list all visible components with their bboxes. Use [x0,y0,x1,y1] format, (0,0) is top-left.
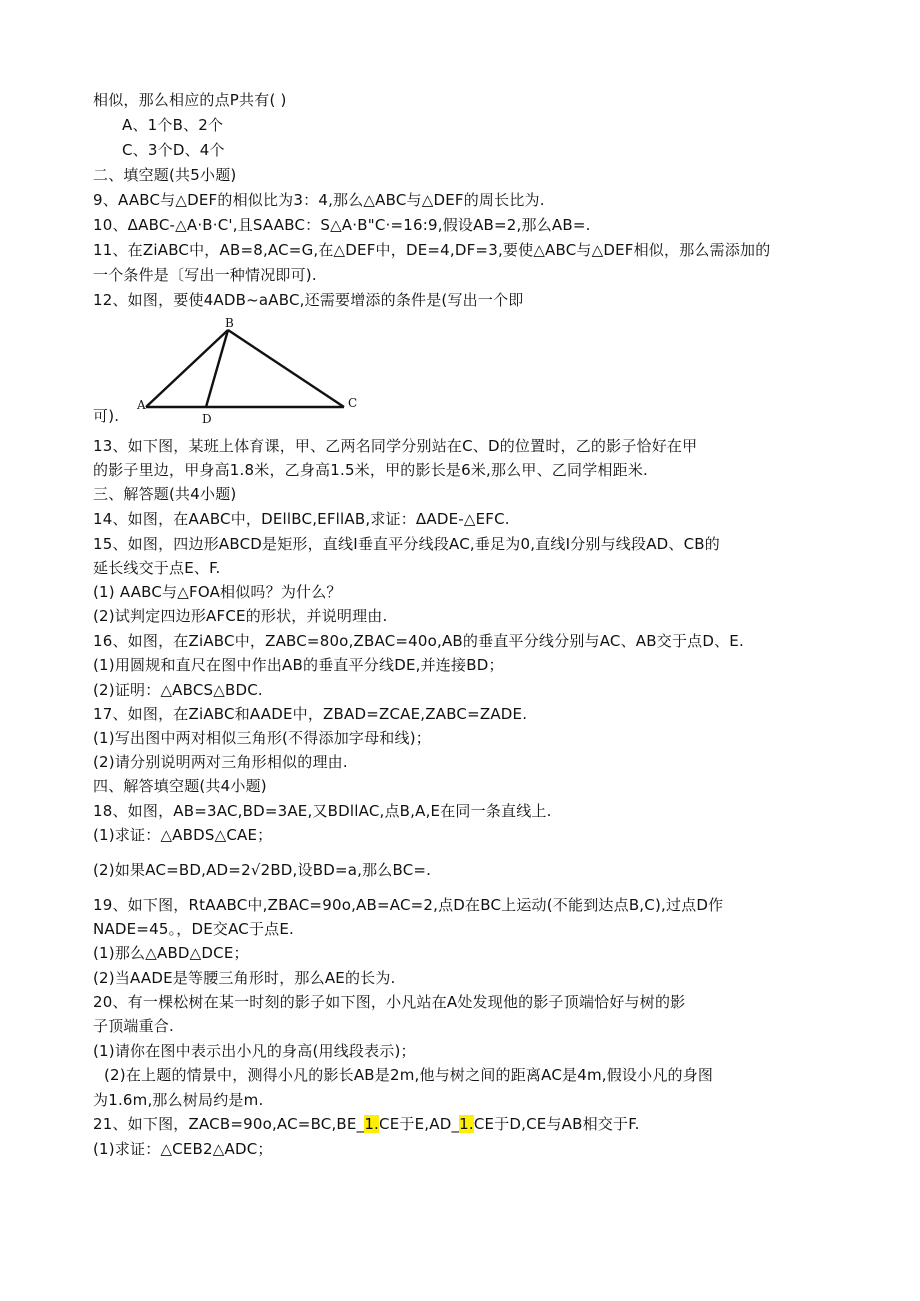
segment-ab [146,330,228,407]
question-18-part-2: (2)如果AC=BD,AD=2√2BD,设BD=a,那么BC=. [93,861,432,879]
highlight-mark-2: 1. [459,1115,474,1133]
question-15-part-1: (1) AABC与△FOA相似吗？为什么？ [93,583,342,601]
question-12-end: 可). [93,407,120,425]
question-15-line-2: 延长线交于点E、F. [93,559,221,577]
question-15-part-2: (2)试判定四边形AFCE的形状，并说明理由. [93,607,388,625]
question-21-text-a: 21、如下图，ZACB=90o,AC=BC,BE_ [93,1115,365,1133]
question-17-part-1: (1)写出图中两对相似三角形(不得添加字母和线)； [93,729,431,747]
question-16-part-2: (2)证明：△ABCS△BDC. [93,681,263,699]
question-16-part-1: (1)用圆规和直尺在图中作出AB的垂直平分线DE,并连接BD； [93,656,504,674]
question-17-part-2: (2)请分别说明两对三角形相似的理由. [93,753,348,771]
question-21-text-c: CE于E,AD_ [379,1115,460,1133]
question-20-line-1: 20、有一棵松树在某一时刻的影子如下图，小凡站在A处发现他的影子顶端恰好与树的影 [93,993,686,1011]
question-12: 12、如图，要使4ADB~aABC,还需要增添的条件是(写出一个即 [93,291,524,309]
vertex-label-c: C [348,396,358,410]
question-21 [93,1112,640,1136]
question-20-part-1: (1)请你在图中表示出小凡的身高(用线段表示)； [93,1042,416,1060]
section-fill-in-heading: 二、填空题(共5小题) [93,166,237,184]
highlight-mark-1: 1. [364,1115,380,1133]
question-10: 10、ΔABC-△A·B·C',且SAABC：S△A·B"C·=16:9,假设AB=2,那么AB=. [93,216,591,234]
question-14: 14、如图，在AABC中，DEllBC,EFllAB,求证：ΔADE-△EFC. [93,510,510,528]
question-20-part-2-line-2: 为1.6m,那么树局约是m. [93,1091,264,1109]
question-19-line-2: NADE=45。，DE交AC于点E. [93,920,295,938]
question-15-line-1: 15、如图，四边形ABCD是矩形，直线I垂直平分线段AC,垂足为0,直线I分别与线段AD、CB的 [93,535,720,553]
question-13-line-1: 13、如下图，某班上体育课，甲、乙两名同学分别站在C、D的位置时，乙的影子恰好在甲 [93,437,698,455]
question-18: 18、如图，AB=3AC,BD=3AE,又BDllAC,点B,A,E在同一条直线上. [93,802,552,820]
section-solve-fill-heading: 四、解答填空题(共4小题) [93,777,267,795]
question-17: 17、如图，在ZiABC和AADE中，ZBAD=ZCAE,ZABC=ZADE. [93,705,528,723]
question-13-line-2: 的影子里边，甲身高1.8米，乙身高1.5米，甲的影长是6米,那么甲、乙同学相距米. [93,461,648,479]
question-19-part-2: (2)当AADE是等腰三角形时，那么AE的长为. [93,969,396,987]
question-11-line-2: 一个条件是〔写出一种情况即可). [93,266,317,284]
question-21-text-e: CE于D,CE与AB相交于F. [473,1115,640,1133]
question-20-line-2: 子顶端重合. [93,1017,174,1035]
q8-continuation: 相似，那么相应的点P共有( ) [93,91,287,109]
question-11-line-1: 11、在ZiABC中，AB=8,AC=G,在△DEF中，DE=4,DF=3,要使△ABC与△DEF相似，那么需添加的 [93,241,771,259]
question-20-part-2-line-1: (2)在上题的情景中，测得小凡的影长AB是2m,他与树之间的距离AC是4m,假设小凡的身图 [104,1066,714,1084]
q8-options-ab: A、1个B、2个 [122,116,224,134]
question-18-part-1: (1)求证：△ABDS△CAE； [93,826,273,844]
vertex-label-a: A [137,398,146,412]
question-21-part-1: (1)求证：△CEB2△ADC； [93,1140,273,1158]
vertex-label-b: B [225,316,234,330]
q8-options-cd: C、3个D、4个 [122,141,225,159]
triangle-figure [92,318,392,428]
vertex-label-d: D [202,412,212,426]
question-9: 9、AABC与△DEF的相似比为3：4,那么△ABC与△DEF的周长比为. [93,191,545,209]
section-solve-heading: 三、解答题(共4小题) [93,485,237,503]
question-19-line-1: 19、如下图，RtAABC中,ZBAC=90o,AB=AC=2,点D在BC上运动(不能到达点B,C),过点D作 [93,896,724,914]
question-16: 16、如图，在ZiABC中，ZABC=80o,ZBAC=40o,AB的垂直平分线分别与AC、AB交于点D、E. [93,632,744,650]
question-19-part-1: (1)那么△ABD△DCE； [93,944,249,962]
segment-bc [228,330,344,407]
